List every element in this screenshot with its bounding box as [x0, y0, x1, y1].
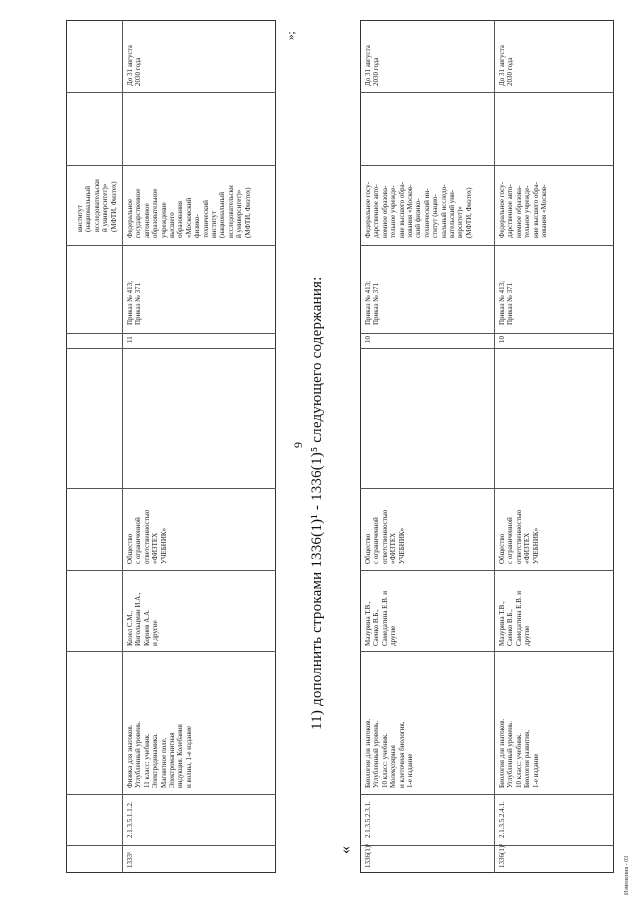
footer-note: Изменения - 03	[624, 855, 630, 895]
publisher-cell: Общество с ограниченной ответственностью «ФИЗТЕХ УЧЕБНИК»	[364, 509, 406, 564]
authors-cell: Козел С.М., Ингольцман И.А., Корнев А.А. и другие	[126, 592, 160, 646]
row-sep	[122, 20, 123, 873]
col-sep	[360, 570, 614, 571]
table-border	[360, 20, 361, 873]
col-sep	[66, 488, 276, 489]
table-border	[66, 20, 67, 873]
table-border	[275, 20, 276, 873]
grade-cell: 10	[364, 336, 372, 343]
publisher-cell: Общество с ограниченной ответственностью «ФИЗТЕХ УЧЕБНИК»	[498, 509, 540, 564]
order-cell: Приказ № 413; Приказ № 371	[126, 280, 143, 325]
col-sep	[360, 651, 614, 652]
section-heading: 11) дополнить строками 1336(1)¹ - 1336(1)⁵ следующего содержания:	[309, 276, 325, 730]
col-sep	[66, 333, 276, 334]
table-border	[360, 872, 614, 873]
table-border	[66, 872, 276, 873]
code-cell: 2.1.3.5.2.4.1.	[498, 801, 506, 838]
col-sep	[360, 794, 614, 795]
col-sep	[66, 92, 276, 93]
col-sep	[66, 651, 276, 652]
table-border	[66, 20, 276, 21]
date-cell: До 31 августа 2030 года	[126, 45, 143, 86]
org-cell: Федеральное государственное автономное образовательное учреждение высшего образования «Московский физико- технический институт (национальный исследовательски й университет)» (МФТИ, Физтех)	[126, 185, 252, 238]
col-sep	[360, 165, 614, 166]
order-cell: Приказ № 413; Приказ № 371	[364, 280, 381, 325]
col-sep	[360, 348, 614, 349]
col-sep	[360, 92, 614, 93]
org-cell: Федеральное госу- дарственное авто- номное образова- тельное учрежде- ние высшего обра- зования «Москов- ский физико- технический ин- ститут (нацио- нальный исследо- вательский уни- верситет)» (МФТИ, Физтех)	[364, 182, 473, 238]
code-cell: 2.1.3.5.2.3.1.	[364, 801, 372, 838]
date-cell: До 31 августа 2030 года	[364, 45, 381, 86]
row-number: 1336(1)²	[498, 843, 506, 868]
table-border	[613, 20, 614, 873]
title-cell: Биология для знатоков. Углубленный уровень. 10 класс: учебник. Молекулярная и клеточная биология, 1-е издание	[364, 718, 415, 788]
date-cell: До 31 августа 2030 года	[498, 45, 515, 86]
row-number: 1336(1)¹	[364, 843, 372, 868]
row-number: 1333¹	[126, 851, 134, 868]
col-sep	[66, 794, 276, 795]
code-cell: 2.1.3.5.1.1.2.	[126, 801, 134, 838]
col-sep	[66, 570, 276, 571]
col-sep	[66, 348, 276, 349]
col-sep	[360, 845, 614, 846]
authors-cell: Мазурина Т.В., Саенко В.Б., Самедатина Е.В. и другие	[364, 590, 398, 646]
closing-mark: »;	[285, 31, 297, 40]
grade-cell: 10	[498, 336, 506, 343]
col-sep	[66, 245, 276, 246]
org-cell-prev: институт (национальный исследовательски й университет)» (МФТИ, Физтех)	[76, 179, 118, 232]
col-sep	[66, 845, 276, 846]
page-number: 9	[291, 442, 305, 448]
title-cell: Биология для знатоков. Углубленный уровень. 10 класс: учебник. Биология развития, 1-е издание	[498, 718, 540, 788]
order-cell: Приказ № 413; Приказ № 371	[498, 280, 515, 325]
publisher-cell: Общество с ограниченной ответственностью «ФИЗТЕХ УЧЕБНИК»	[126, 509, 168, 564]
title-cell: Физика для знатоков. Углубленный уровень. 11 класс: учебник. Электродинамика. Магнитное поле. Электромагнитная индукция. Колебания и волны, 1-е издание	[126, 721, 193, 788]
authors-cell: Мазурина Т.В., Саенко В.Б., Самедатина Е.В. и другие	[498, 590, 532, 646]
col-sep	[66, 165, 276, 166]
grade-cell: 11	[126, 336, 134, 343]
row-sep	[494, 20, 495, 873]
col-sep	[360, 488, 614, 489]
opening-mark: «	[337, 846, 354, 854]
table-border	[360, 20, 614, 21]
col-sep	[360, 333, 614, 334]
col-sep	[360, 245, 614, 246]
org-cell: Федеральное госу- дарственное авто- номное образова- тельное учрежде- ние высшего обра- зования «Москов-	[498, 182, 549, 238]
